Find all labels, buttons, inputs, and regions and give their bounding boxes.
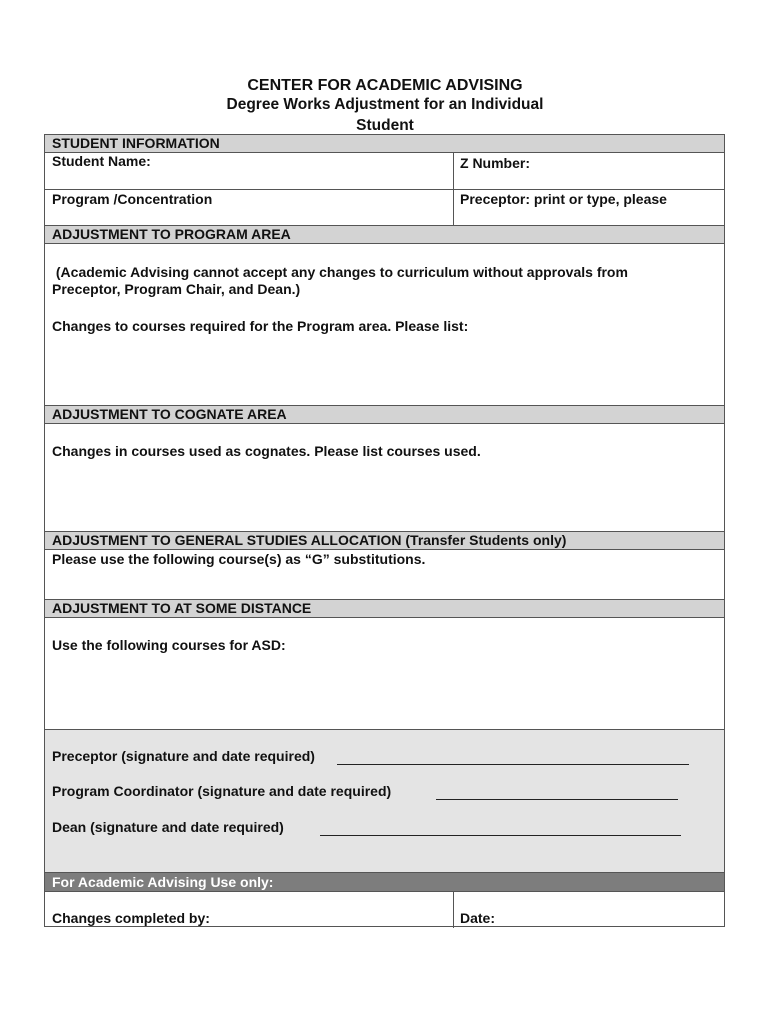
section-divider (45, 729, 724, 730)
program-area-instruction: Changes to courses required for the Program area. Please list: (52, 318, 469, 334)
z-number-label: Z Number: (460, 155, 530, 171)
preceptor-signature-label: Preceptor (signature and date required) (52, 748, 315, 764)
coordinator-signature-line[interactable] (436, 799, 678, 800)
program-concentration-label: Program /Concentration (52, 191, 213, 207)
office-use-heading: For Academic Advising Use only: (45, 872, 724, 892)
document-subtitle-line2: Student (356, 117, 414, 134)
asd-instruction: Use the following courses for ASD: (52, 637, 286, 653)
program-area-note-line1: (Academic Advising cannot accept any changes to curriculum without approvals from (52, 264, 628, 280)
program-area-note-line2: Preceptor, Program Chair, and Dean.) (52, 281, 301, 297)
dean-signature-label: Dean (signature and date required) (52, 819, 284, 835)
coordinator-signature-label: Program Coordinator (signature and date required) (52, 783, 392, 799)
cognate-area-heading: ADJUSTMENT TO COGNATE AREA (45, 405, 724, 424)
preceptor-signature-line[interactable] (337, 764, 689, 765)
preceptor-print-label: Preceptor: print or type, please (460, 191, 667, 207)
general-studies-heading: ADJUSTMENT TO GENERAL STUDIES ALLOCATION (Transfer Students only) (45, 531, 724, 550)
date-label: Date: (460, 910, 496, 926)
asd-heading: ADJUSTMENT TO AT SOME DISTANCE (45, 599, 724, 618)
column-divider (453, 153, 454, 225)
changes-completed-by-label: Changes completed by: (52, 910, 210, 926)
program-area-heading: ADJUSTMENT TO PROGRAM AREA (45, 225, 724, 244)
student-information-heading: STUDENT INFORMATION (45, 134, 724, 153)
row-divider (45, 189, 724, 190)
adjustment-form (44, 134, 725, 927)
document-title-block (0, 76, 770, 137)
document-title: CENTER FOR ACADEMIC ADVISING (247, 77, 523, 94)
student-name-label: Student Name: (52, 153, 151, 169)
dean-signature-line[interactable] (320, 835, 681, 836)
cognate-area-instruction: Changes in courses used as cognates. Please list courses used. (52, 443, 481, 459)
general-studies-instruction: Please use the following course(s) as “G” substitutions. (52, 551, 426, 567)
document-subtitle-line1: Degree Works Adjustment for an Individual (226, 96, 544, 113)
column-divider (453, 892, 454, 928)
